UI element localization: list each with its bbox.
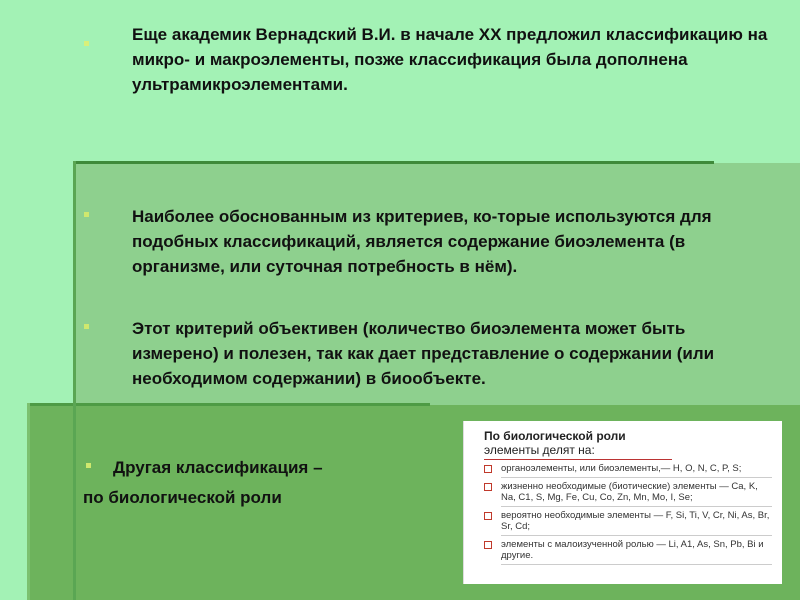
list-item <box>484 463 772 478</box>
bullet-icon <box>84 324 89 329</box>
biological-role-card <box>463 421 782 584</box>
bullet-icon <box>86 463 91 468</box>
card-title: По биологической роли <box>484 429 626 443</box>
checkbox-icon <box>484 541 492 549</box>
list-item <box>484 539 772 565</box>
paragraph-objective: Этот критерий объективен (количество биоэлемента может быть измерено) и полезен, так как дает представление о содержании (или необходимом содержании) в биообъекте. <box>132 319 715 388</box>
checkbox-icon <box>484 512 492 520</box>
list-item-text: вероятно необходимые элементы — F, Si, Ti, V, Cr, Ni, As, Br, Sr, Cd; <box>501 510 772 536</box>
bullet-icon <box>84 212 89 217</box>
paragraph-criteria: Наиболее обоснованным из критериев, ко-торые используются для подобных классификаций, является содержание биоэлемента (в организме, или суточная потребность в нём). <box>132 207 712 276</box>
paragraph-biological-role: по биологической роли <box>83 488 282 507</box>
list-item-text: органоэлементы, или биоэлементы,— H, O, N, C, P, S; <box>501 463 772 478</box>
card-subtitle: элементы делят на: <box>484 443 672 460</box>
list-item <box>484 481 772 507</box>
divider-line-middle <box>76 161 714 164</box>
checkbox-icon <box>484 465 492 473</box>
bullet-icon <box>84 41 89 46</box>
list-item <box>484 510 772 536</box>
band-edge-lower <box>27 403 30 600</box>
divider-line-lower <box>30 403 430 406</box>
paragraph-vernadsky: Еще академик Вернадский В.И. в начале XX предложил классификацию на микро- и макроэлементы, позже классификация была дополнена ультрамикроэлементами. <box>132 25 768 94</box>
list-item-text: жизненно необходимые (биотические) элементы — Ca, K, Na, C1, S, Mg, Fe, Cu, Co, Zn, Mn, Mo, I, Se; <box>501 481 772 507</box>
band-edge-middle <box>73 161 76 600</box>
list-item-text: элементы с малоизученной ролью — Li, A1, As, Sn, Pb, Bi и другие. <box>501 539 772 565</box>
checkbox-icon <box>484 483 492 491</box>
paragraph-other-classification: Другая классификация – <box>113 458 323 477</box>
